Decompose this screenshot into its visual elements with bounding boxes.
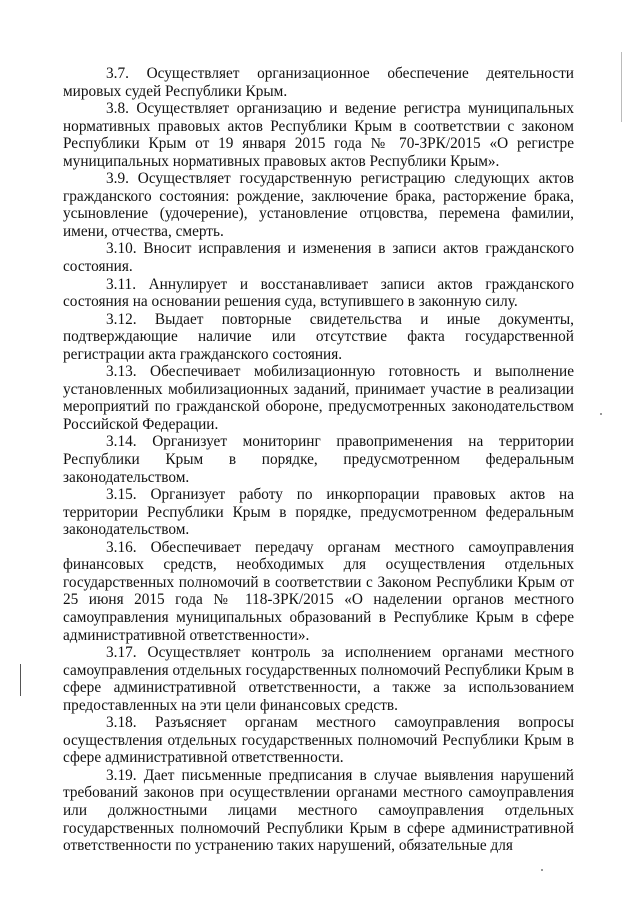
paragraph-3-13: 3.13. Обеспечивает мобилизационную готовность и выполнение установленных мобилизационных заданий, принимает участие в реализации мероприятий по гражданской обороне, предусмотренных законодательством Российской Федерации.: [63, 363, 574, 433]
paragraph-3-12: 3.12. Выдает повторные свидетельства и иные документы, подтверждающие наличие или отсутствие факта государственной регистрации акта гражданского состояния.: [63, 310, 574, 363]
scan-speck: [600, 413, 602, 415]
paragraph-3-9: 3.9. Осуществляет государственную регистрацию следующих актов гражданского состояния: рождение, заключение брака, расторжение брака, усыновление (удочерение), установление отцовства, перемена фамилии, имени, отчества, смерть.: [63, 170, 574, 240]
paragraph-3-16: 3.16. Обеспечивает передачу органам местного самоуправления финансовых средств, необходимых для осуществления отдельных государственных полномочий в соответствии с Законом Республики Крым от 25 июня 2015 года № 118-ЗРК/2015 «О наделении органов местного самоуправления муниципальных образований в Республике Крым в сфере административной ответственности».: [63, 538, 574, 644]
paragraph-3-7: 3.7. Осуществляет организационное обеспечение деятельности мировых судей Республики Крым.: [63, 65, 574, 100]
paragraph-3-15: 3.15. Организует работу по инкорпорации правовых актов на территории Республики Крым в порядке, предусмотренном федеральным законодательством.: [63, 486, 574, 539]
paragraph-3-10: 3.10. Вносит исправления и изменения в записи актов гражданского состояния.: [63, 240, 574, 276]
document-body: [63, 65, 574, 855]
paragraph-3-17: 3.17. Осуществляет контроль за исполнением органами местного самоуправления отдельных государственных полномочий Республики Крым в сфере административной ответственности, а также за использованием предоставленных на эти цели финансовых средств.: [63, 644, 574, 714]
margin-mark: [20, 664, 21, 696]
paragraph-3-14: 3.14. Организует мониторинг правоприменения на территории Республики Крым в порядке, предусмотренном федеральным законодательством.: [63, 433, 574, 486]
paragraph-3-18: 3.18. Разъясняет органам местного самоуправления вопросы осуществления отдельных государственных полномочий Республики Крым в сфере административной ответственности.: [63, 714, 574, 767]
paragraph-3-8: 3.8. Осуществляет организацию и ведение регистра муниципальных нормативных правовых актов Республики Крым в соответствии с законом Республики Крым от 19 января 2015 года № 70-ЗРК/2015 «О регистре муниципальных нормативных правовых актов Республики Крым».: [63, 100, 574, 170]
scan-speck: [541, 869, 543, 871]
scan-edge-mark: [621, 52, 622, 122]
paragraph-3-19: 3.19. Дает письменные предписания в случае выявления нарушений требований законов при осуществлении органами местного самоуправления или должностными лицами местного самоуправления отдельных государственных полномочий Республики Крым в сфере административной ответственности по устранению таких нарушений, обязательные для: [63, 766, 574, 855]
paragraph-3-11: 3.11. Аннулирует и восстанавливает записи актов гражданского состояния на основании решения суда, вступившего в законную силу.: [63, 275, 574, 311]
